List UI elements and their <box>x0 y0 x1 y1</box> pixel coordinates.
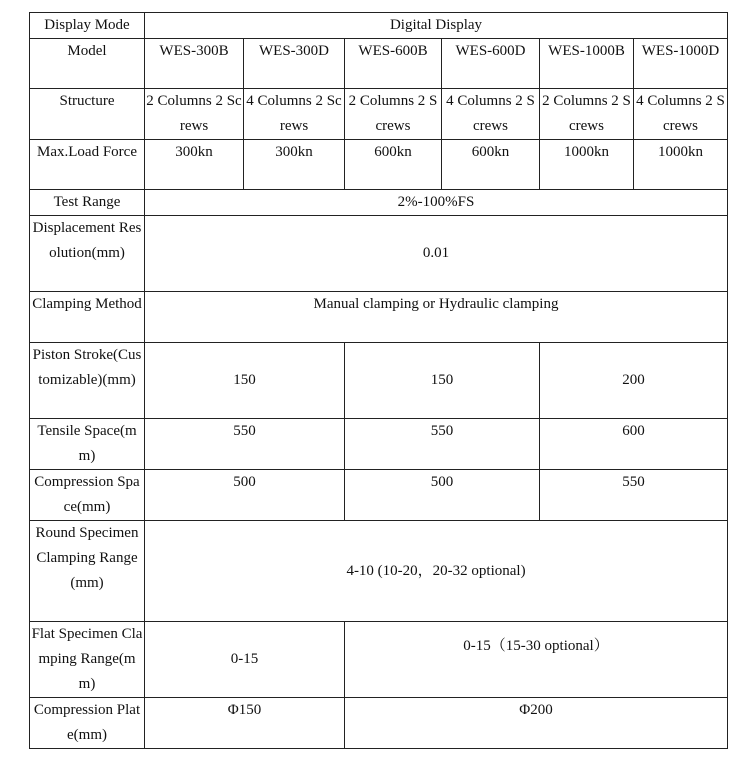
row-label: Tensile Space(mm) <box>30 419 145 470</box>
row-label: Piston Stroke(Customizable)(mm) <box>30 343 145 419</box>
row-label: Compression Space(mm) <box>30 470 145 521</box>
table-cell: 550 <box>540 470 728 521</box>
table-cell: 300kn <box>244 140 345 190</box>
row-label: Clamping Method <box>30 292 145 343</box>
table-cell: 2 Columns 2 Screws <box>145 89 244 140</box>
table-cell: WES-300B <box>145 39 244 89</box>
table-cell: 1000kn <box>634 140 728 190</box>
row-label: Test Range <box>30 190 145 216</box>
table-row <box>30 89 728 140</box>
table-cell: WES-600B <box>345 39 442 89</box>
table-cell: Φ200 <box>345 698 728 749</box>
table-cell: 500 <box>345 470 540 521</box>
table-cell: Manual clamping or Hydraulic clamping <box>145 292 728 343</box>
spec-table <box>29 12 728 749</box>
table-cell: 300kn <box>145 140 244 190</box>
table-cell: WES-1000D <box>634 39 728 89</box>
table-cell: 2%-100%FS <box>145 190 728 216</box>
table-cell: Φ150 <box>145 698 345 749</box>
table-cell: 150 <box>145 343 345 419</box>
table-cell: 4 Columns 2 Screws <box>442 89 540 140</box>
table-cell: 4-10 (10-20，20-32 optional) <box>145 521 728 622</box>
table-cell: 600kn <box>442 140 540 190</box>
table-cell: 550 <box>145 419 345 470</box>
table-cell: 2 Columns 2 Screws <box>345 89 442 140</box>
table-row <box>30 343 728 419</box>
row-label: Structure <box>30 89 145 140</box>
table-row <box>30 698 728 749</box>
table-row <box>30 13 728 39</box>
table-row <box>30 39 728 89</box>
row-label: Model <box>30 39 145 89</box>
table-row <box>30 190 728 216</box>
table-cell: WES-300D <box>244 39 345 89</box>
table-cell: 4 Columns 2 Screws <box>634 89 728 140</box>
table-row <box>30 521 728 622</box>
table-cell: 4 Columns 2 Screws <box>244 89 345 140</box>
table-cell: 0.01 <box>145 216 728 292</box>
table-cell: 0-15（15-30 optional） <box>345 622 728 698</box>
table-row <box>30 470 728 521</box>
table-row <box>30 622 728 698</box>
table-cell: 200 <box>540 343 728 419</box>
table-cell: Digital Display <box>145 13 728 39</box>
table-row <box>30 216 728 292</box>
row-label: Display Mode <box>30 13 145 39</box>
table-cell: 550 <box>345 419 540 470</box>
row-label: Flat Specimen Clamping Range(mm) <box>30 622 145 698</box>
table-cell: 150 <box>345 343 540 419</box>
table-cell: WES-1000B <box>540 39 634 89</box>
table-cell: 1000kn <box>540 140 634 190</box>
row-label: Compression Plate(mm) <box>30 698 145 749</box>
table-cell: 0-15 <box>145 622 345 698</box>
table-row <box>30 419 728 470</box>
table-row <box>30 140 728 190</box>
table-row <box>30 292 728 343</box>
row-label: Max.Load Force <box>30 140 145 190</box>
table-cell: 2 Columns 2 Screws <box>540 89 634 140</box>
table-cell: 500 <box>145 470 345 521</box>
row-label: Displacement Resolution(mm) <box>30 216 145 292</box>
table-cell: 600kn <box>345 140 442 190</box>
table-cell: WES-600D <box>442 39 540 89</box>
table-cell: 600 <box>540 419 728 470</box>
row-label: Round Specimen Clamping Range(mm) <box>30 521 145 622</box>
